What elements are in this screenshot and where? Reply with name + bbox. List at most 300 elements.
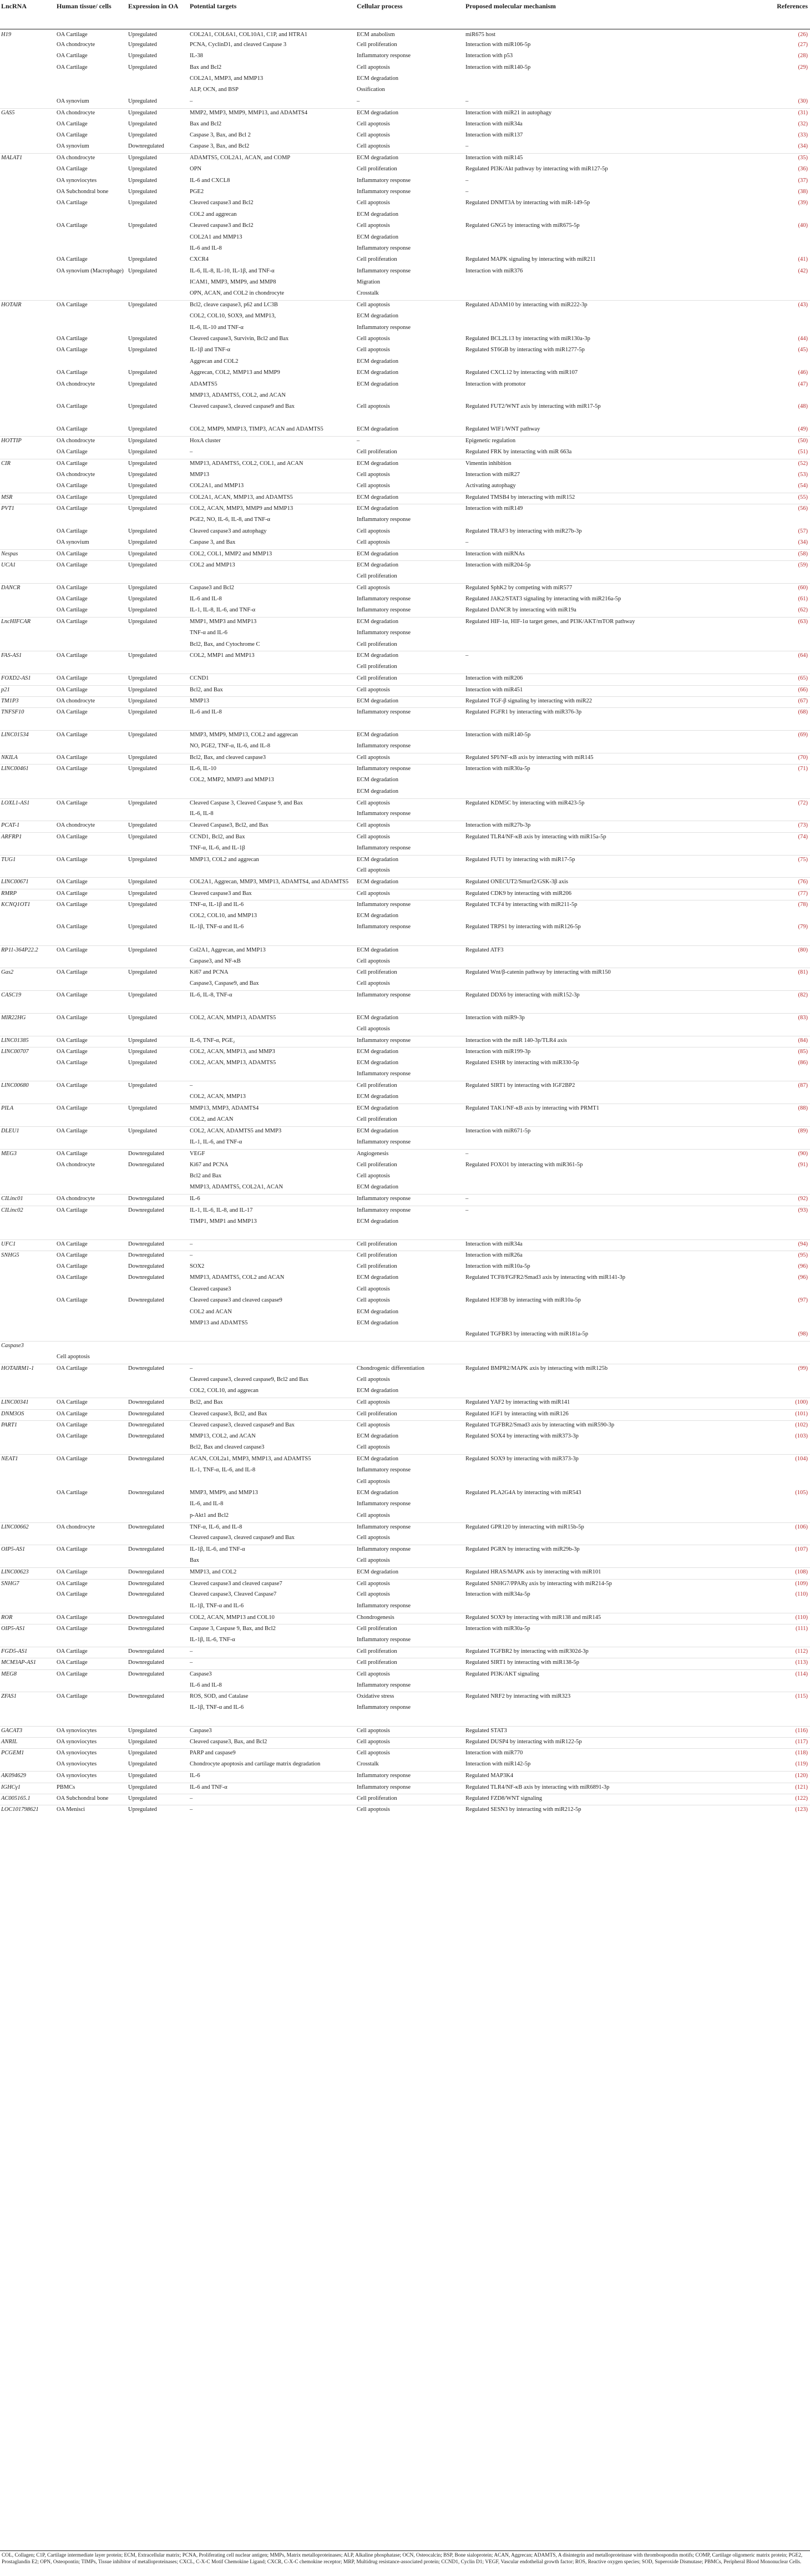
cell-reference: (85) (742, 1047, 810, 1059)
table-row (0, 1409, 810, 1420)
cell-reference: (60) (742, 584, 810, 595)
cell-mechanism: Regulated TLR4/NF-κB axis by interacting with miR6891-3p (464, 1783, 742, 1794)
cell-tissue: OA Cartilage (55, 1239, 127, 1251)
cell-targets: OPN, ACAN, and COL2 in chondrocyte (190, 290, 285, 297)
cell-reference (742, 1002, 810, 1013)
cell-process: Cell proliferation (357, 256, 397, 263)
cell-process: Inflammatory response (356, 765, 464, 776)
cell-process: Inflammatory response (356, 900, 464, 912)
cell-expression: Upregulated (127, 889, 189, 900)
cell-tissue: OA Cartilage (55, 878, 127, 889)
cell-mechanism: – (465, 539, 469, 546)
cell-lncrna: SNHG7 (0, 1579, 55, 1590)
cell-lncrna (0, 142, 55, 153)
cell-expression: Upregulated (128, 267, 157, 274)
cell-targets: MMP13, and COL2 (189, 1568, 356, 1579)
cell-lncrna (0, 979, 55, 990)
cell-mechanism (464, 662, 742, 674)
cell-tissue: OA Cartilage (55, 832, 127, 843)
cell-reference: (82) (742, 991, 810, 1002)
cell-tissue (55, 957, 127, 968)
cell-expression: Upregulated (128, 426, 157, 433)
cell-lncrna (0, 1228, 55, 1239)
table-row (0, 1195, 810, 1206)
cell-targets: TIMP1, MMP1 and MMP13 (190, 1218, 257, 1224)
cell-tissue: OA synoviocytes (57, 177, 97, 184)
cell-reference: (66) (742, 685, 810, 696)
cell-mechanism: Regulated PI3K/Akt pathway by interacting with miR127-5p (465, 166, 608, 173)
cell-tissue (55, 1308, 127, 1319)
cell-reference (742, 844, 810, 855)
cell-process (356, 1330, 464, 1341)
cell-expression: Downregulated (128, 1489, 164, 1496)
cell-lncrna (0, 470, 55, 482)
cell-process: Inflammatory response (357, 1138, 411, 1145)
cell-reference: (118) (742, 1749, 810, 1760)
cell-tissue (55, 934, 127, 945)
cell-reference: (37) (798, 177, 808, 184)
cell-reference (742, 1138, 810, 1149)
cell-targets: COL2, COL10, and MMP13 (190, 912, 257, 919)
cell-process: Cell apoptosis (356, 1726, 464, 1737)
cell-tissue: OA Cartilage (57, 1060, 88, 1066)
cell-mechanism: Regulated SNHG7/PPARγ axis by interacting with miR214-5p (464, 1579, 742, 1590)
cell-process (356, 414, 464, 425)
cell-mechanism (464, 1534, 742, 1545)
cell-targets: IL-6 and IL-8 (190, 245, 222, 251)
table-row (0, 1172, 810, 1183)
cell-targets (189, 1330, 356, 1341)
cell-reference: (38) (798, 188, 808, 195)
table-row (0, 549, 810, 560)
cell-reference (742, 640, 810, 651)
cell-mechanism (464, 1228, 742, 1239)
cell-lncrna: OIP5-AS1 (0, 1545, 55, 1556)
cell-targets: Ki67 and PCNA (189, 968, 356, 979)
table-row (0, 289, 810, 300)
table-row (0, 934, 810, 945)
table-row (0, 1534, 810, 1545)
cell-mechanism: Regulated YAF2 by interacting with miR141 (464, 1398, 742, 1409)
cell-mechanism (464, 323, 742, 335)
cell-reference: (96) (798, 1274, 808, 1281)
cell-targets: COL2, ACAN, MMP13, ADAMTS5 (190, 1060, 276, 1066)
cell-reference: (106) (742, 1522, 810, 1534)
cell-targets: MMP13, ADAMTS5, COL2, COL1, and ACAN (189, 459, 356, 470)
cell-process: Cell apoptosis (357, 336, 390, 342)
cell-lncrna: LINC00707 (0, 1047, 55, 1059)
table-row (0, 1138, 810, 1149)
cell-mechanism (464, 719, 742, 730)
cell-lncrna (0, 63, 55, 74)
cell-targets: Cleaved caspase3, Bax, and Bcl2 (189, 1737, 356, 1748)
cell-reference: (49) (798, 426, 808, 433)
cell-targets: Bcl2, Bax, and cleaved caspase3 (189, 753, 356, 765)
cell-reference: (120) (742, 1772, 810, 1783)
cell-process: ECM degradation (356, 1568, 464, 1579)
cell-targets: IL-6 and IL-8 (189, 708, 356, 719)
cell-targets: Cleaved caspase3, cleaved caspase9, Bcl2 and Bax (190, 1376, 308, 1383)
cell-process: Inflammatory response (357, 188, 411, 195)
cell-process: Cell apoptosis (356, 1805, 464, 1816)
cell-reference: (96) (798, 1263, 808, 1270)
cell-tissue (55, 1715, 127, 1726)
cell-reference: (34) (798, 143, 808, 150)
cell-mechanism: Regulated SOX9 by interacting with miR138 and miR145 (464, 1613, 742, 1624)
cell-expression (127, 640, 189, 651)
cell-mechanism: Regulated TGFBR3 by interacting with miR181a-5p (465, 1331, 589, 1338)
table-row (0, 1692, 810, 1703)
cell-targets (189, 1353, 356, 1364)
cell-targets: Cleaved caspase3, Cleaved Caspase7 (190, 1591, 277, 1598)
cell-targets: Cleaved caspase3, cleaved caspase9 and Bax (190, 403, 295, 410)
cell-process: ECM degradation (357, 1094, 398, 1100)
cell-targets: Bcl2, cleave caspase3, p62 and LC3B (189, 301, 356, 312)
table-row (0, 1251, 810, 1262)
cell-mechanism (464, 1070, 742, 1081)
cell-expression: Upregulated (128, 222, 157, 229)
cell-targets: IL-6, IL-8 (190, 811, 214, 817)
table-row (0, 866, 810, 877)
cell-process: Inflammatory response (357, 1704, 411, 1711)
cell-targets: MMP13, COL2, and ACAN (190, 1433, 256, 1439)
cell-mechanism: Regulated GPR120 by interacting with miR15b-5p (464, 1522, 742, 1534)
cell-lncrna (0, 255, 55, 266)
cell-targets: COL2, MMP9, MMP13, TIMP3, ACAN and ADAMTS5 (190, 426, 323, 433)
cell-lncrna: MCM3AP-AS1 (0, 1658, 55, 1669)
table-row (0, 765, 810, 776)
cell-mechanism: Regulated ST6GB by interacting with miR1277-5p (465, 347, 585, 353)
table-row (0, 1636, 810, 1647)
table-row (0, 527, 810, 538)
table-row (0, 470, 810, 482)
cell-expression (127, 809, 189, 821)
cell-mechanism: Interaction with miR26a (464, 1251, 742, 1262)
cell-reference: (54) (798, 483, 808, 489)
table-row (0, 1308, 810, 1319)
cell-expression: Downregulated (128, 1263, 164, 1270)
cell-mechanism (464, 1092, 742, 1104)
cell-reference: (40) (798, 222, 808, 229)
cell-targets: COL2, ACAN, MMP13 (190, 1094, 246, 1100)
cell-lncrna: ROR (0, 1613, 55, 1624)
cell-expression: Upregulated (128, 1761, 157, 1768)
cell-expression: Upregulated (127, 1726, 189, 1737)
cell-reference: (98) (798, 1331, 808, 1338)
cell-expression: Upregulated (127, 1805, 189, 1816)
cell-targets: COL2A1, COL6A1, COL10A1, C1P, and HTRA1 (189, 29, 356, 41)
table-row (0, 1545, 810, 1556)
cell-expression (127, 1375, 189, 1386)
cell-process: Chondrogenesis (356, 1613, 464, 1624)
cell-mechanism: – (465, 188, 469, 195)
cell-reference: (46) (798, 370, 808, 376)
cell-mechanism: Vimentin inhibition (464, 459, 742, 470)
cell-process: Crosstalk (357, 1761, 379, 1768)
cell-tissue (55, 844, 127, 855)
cell-tissue: OA chondrocyte (55, 437, 127, 448)
table-row (0, 1590, 810, 1601)
cell-lncrna: LINC00671 (0, 878, 55, 889)
cell-process: Cell apoptosis (357, 1535, 390, 1541)
cell-tissue: OA Cartilage (55, 1545, 127, 1556)
cell-tissue (55, 1172, 127, 1183)
cell-lncrna: GACAT3 (0, 1726, 55, 1737)
cell-tissue: OA chondrocyte (55, 1195, 127, 1206)
table-row (0, 1466, 810, 1477)
cell-expression: Downregulated (128, 1297, 164, 1304)
cell-targets (189, 1025, 356, 1036)
cell-mechanism (464, 1375, 742, 1386)
header-tissue: Human tissue/ cells (55, 0, 127, 29)
cell-expression: Upregulated (127, 731, 189, 742)
cell-process: Cell apoptosis (357, 403, 390, 410)
cell-reference (742, 1115, 810, 1126)
cell-mechanism: Regulated SIRT1 by interacting with IGF2BP2 (464, 1081, 742, 1092)
table-row (0, 414, 810, 425)
cell-lncrna: FGD5-AS1 (0, 1647, 55, 1658)
cell-lncrna (0, 629, 55, 640)
cell-lncrna: LINC01534 (0, 731, 55, 742)
cell-targets: Cleaved Caspase3, Bcl2, and Bax (189, 821, 356, 832)
cell-lncrna (0, 538, 55, 549)
cell-reference: (56) (742, 504, 810, 515)
cell-targets: COL2, ACAN, ADAMTS5 and MMP3 (189, 1126, 356, 1137)
cell-expression (127, 1602, 189, 1613)
cell-tissue: OA Cartilage (57, 370, 88, 376)
cell-mechanism: Interaction with miR140-5p (464, 731, 742, 742)
cell-process: ECM degradation (356, 561, 464, 572)
table-row (0, 1342, 810, 1353)
cell-reference: (122) (742, 1794, 810, 1805)
cell-lncrna (0, 1500, 55, 1511)
cell-tissue (55, 1703, 127, 1714)
cell-reference: (71) (742, 765, 810, 776)
cell-targets: MMP3, MMP9, and MMP13 (190, 1489, 258, 1496)
cell-lncrna (0, 188, 55, 199)
cell-targets: MMP13, COL2 and aggrecan (189, 855, 356, 866)
cell-targets: – (189, 1658, 356, 1669)
cell-process: Inflammatory response (357, 1071, 411, 1077)
cell-expression: Upregulated (127, 798, 189, 809)
cell-reference: (69) (742, 731, 810, 742)
cell-process (356, 1002, 464, 1013)
cell-process: Cell apoptosis (357, 347, 390, 353)
cell-process: ECM degradation (356, 504, 464, 515)
cell-reference: (26) (742, 29, 810, 41)
cell-lncrna (0, 640, 55, 651)
cell-expression: Upregulated (128, 166, 157, 173)
table-row (0, 1556, 810, 1567)
cell-tissue: OA Cartilage (55, 765, 127, 776)
cell-expression (127, 414, 189, 425)
cell-expression: Upregulated (128, 1060, 157, 1066)
cell-mechanism: Interaction with miR30a-5p (464, 765, 742, 776)
cell-lncrna: KCNQ1OT1 (0, 900, 55, 912)
cell-reference (742, 1681, 810, 1692)
cell-reference: (41) (798, 256, 808, 263)
cell-targets (189, 662, 356, 674)
cell-expression (127, 1319, 189, 1330)
cell-reference (742, 323, 810, 335)
cell-mechanism (464, 742, 742, 753)
cell-process: ECM degradation (356, 618, 464, 629)
cell-tissue: OA Cartilage (57, 403, 88, 410)
cell-mechanism: Regulated PLA2G4A by interacting with miR543 (465, 1489, 581, 1496)
cell-mechanism (464, 85, 742, 97)
cell-process: Cell apoptosis (357, 200, 390, 206)
cell-lncrna: AK094629 (0, 1772, 55, 1783)
cell-mechanism (464, 934, 742, 945)
cell-targets: IL-6 (189, 1195, 356, 1206)
cell-process: Cell apoptosis (357, 143, 390, 150)
cell-expression: Upregulated (127, 459, 189, 470)
table-row (0, 595, 810, 606)
cell-lncrna (0, 165, 55, 176)
cell-lncrna (0, 1534, 55, 1545)
cell-mechanism: Regulated FGFR1 by interacting with miR376-3p (464, 708, 742, 719)
cell-lncrna (0, 1715, 55, 1726)
cell-tissue: OA Cartilage (55, 459, 127, 470)
cell-lncrna (0, 1760, 55, 1771)
cell-expression: Downregulated (127, 1251, 189, 1262)
cell-tissue: OA Cartilage (55, 651, 127, 662)
cell-process: Inflammatory response (357, 1467, 411, 1474)
cell-mechanism (464, 1308, 742, 1319)
cell-lncrna (0, 414, 55, 425)
cell-process: Crosstalk (357, 290, 379, 297)
table-row (0, 1081, 810, 1092)
table-row (0, 651, 810, 662)
cell-process: Cell proliferation (356, 1794, 464, 1805)
cell-reference (742, 1703, 810, 1714)
cell-tissue: OA Cartilage (55, 1669, 127, 1681)
cell-tissue (55, 1636, 127, 1647)
cell-mechanism (464, 278, 742, 289)
cell-tissue (55, 289, 127, 300)
cell-process: Cell proliferation (357, 448, 397, 455)
cell-reference: (108) (742, 1568, 810, 1579)
cell-expression (127, 1217, 189, 1228)
cell-process: Inflammatory response (357, 630, 411, 636)
cell-lncrna: TNFSF10 (0, 708, 55, 719)
cell-reference: (33) (798, 132, 808, 139)
cell-reference (742, 1285, 810, 1296)
cell-lncrna (0, 1138, 55, 1149)
cell-targets: Cleaved caspase3, Survivin, Bcl2 and Bax (190, 336, 289, 342)
cell-targets: COL2, COL1, MMP2 and MMP13 (189, 549, 356, 560)
table-row (0, 1070, 810, 1081)
table-row (0, 1715, 810, 1726)
cell-tissue: OA Cartilage (55, 493, 127, 504)
cell-mechanism: Regulated DUSP4 by interacting with miR122-5p (464, 1737, 742, 1748)
table-row (0, 1579, 810, 1590)
cell-reference (742, 787, 810, 798)
cell-reference (742, 1511, 810, 1522)
cell-targets: MMP13, ADAMTS5, COL2 and ACAN (190, 1274, 285, 1281)
cell-lncrna (0, 368, 55, 379)
cell-mechanism: Interaction with miR451 (464, 685, 742, 696)
table-row (0, 662, 810, 674)
cell-reference: (105) (795, 1489, 808, 1496)
cell-expression (127, 912, 189, 923)
table-row (0, 1658, 810, 1669)
cell-expression: Upregulated (128, 120, 157, 127)
cell-tissue: OA Cartilage (55, 1206, 127, 1217)
table-row (0, 1703, 810, 1714)
cell-expression: Upregulated (127, 697, 189, 708)
cell-lncrna (0, 391, 55, 402)
table-row (0, 1161, 810, 1172)
table-row (0, 1737, 810, 1748)
table-row (0, 629, 810, 640)
cell-mechanism: Regulated SphK2 by competing with miR577 (464, 584, 742, 595)
cell-targets: – (189, 1805, 356, 1816)
cell-tissue: OA Cartilage (55, 1647, 127, 1658)
cell-reference (742, 515, 810, 527)
cell-mechanism (464, 1511, 742, 1522)
cell-mechanism: Regulated FOXO1 by interacting with miR361-5p (465, 1161, 583, 1168)
cell-mechanism: Regulated TGF-β signaling by interacting with miR22 (464, 697, 742, 708)
cell-process: ECM degradation (356, 878, 464, 889)
cell-reference: (104) (742, 1455, 810, 1466)
cell-targets: IL-6, IL-8, TNF-α (189, 991, 356, 1002)
cell-process: Cell apoptosis (356, 1749, 464, 1760)
cell-mechanism: Regulated ATF3 (464, 945, 742, 956)
table-row (0, 1772, 810, 1783)
cell-reference: (119) (795, 1761, 808, 1768)
cell-tissue: OA Cartilage (55, 731, 127, 742)
cell-tissue (55, 1477, 127, 1489)
cell-expression (127, 1183, 189, 1194)
cell-tissue: OA Cartilage (55, 889, 127, 900)
cell-process: Inflammatory response (357, 267, 411, 274)
cell-reference (742, 1319, 810, 1330)
cell-lncrna (0, 809, 55, 821)
cell-tissue (55, 1681, 127, 1692)
cell-lncrna (0, 199, 55, 210)
cell-lncrna (0, 1319, 55, 1330)
cell-mechanism: Interaction with miR27b-3p (464, 821, 742, 832)
cell-process: Inflammatory response (356, 1206, 464, 1217)
cell-tissue: OA synoviocytes (55, 1737, 127, 1748)
cell-process: Cell apoptosis (357, 483, 390, 489)
cell-expression: Upregulated (127, 1104, 189, 1115)
cell-expression: Upregulated (128, 483, 157, 489)
cell-expression: Downregulated (127, 1421, 189, 1432)
cell-reference (742, 1375, 810, 1386)
header-references: References (742, 0, 810, 29)
table-row (0, 267, 810, 278)
cell-reference: (112) (742, 1647, 810, 1658)
cell-process: Inflammatory response (356, 991, 464, 1002)
cell-lncrna (0, 1273, 55, 1284)
cell-reference: (52) (742, 459, 810, 470)
cell-mechanism (464, 776, 742, 787)
cell-targets: COL2A1, MMP3, and MMP13 (190, 75, 264, 82)
cell-process: ECM degradation (357, 788, 398, 794)
cell-reference: (73) (742, 821, 810, 832)
table-row (0, 63, 810, 74)
cell-expression (127, 1534, 189, 1545)
cell-process: Inflammatory response (357, 177, 411, 184)
cell-reference (742, 1534, 810, 1545)
cell-reference: (94) (742, 1239, 810, 1251)
cell-expression: Upregulated (127, 878, 189, 889)
table-row (0, 787, 810, 798)
table-row (0, 74, 810, 85)
cell-tissue: OA Cartilage (55, 1126, 127, 1137)
